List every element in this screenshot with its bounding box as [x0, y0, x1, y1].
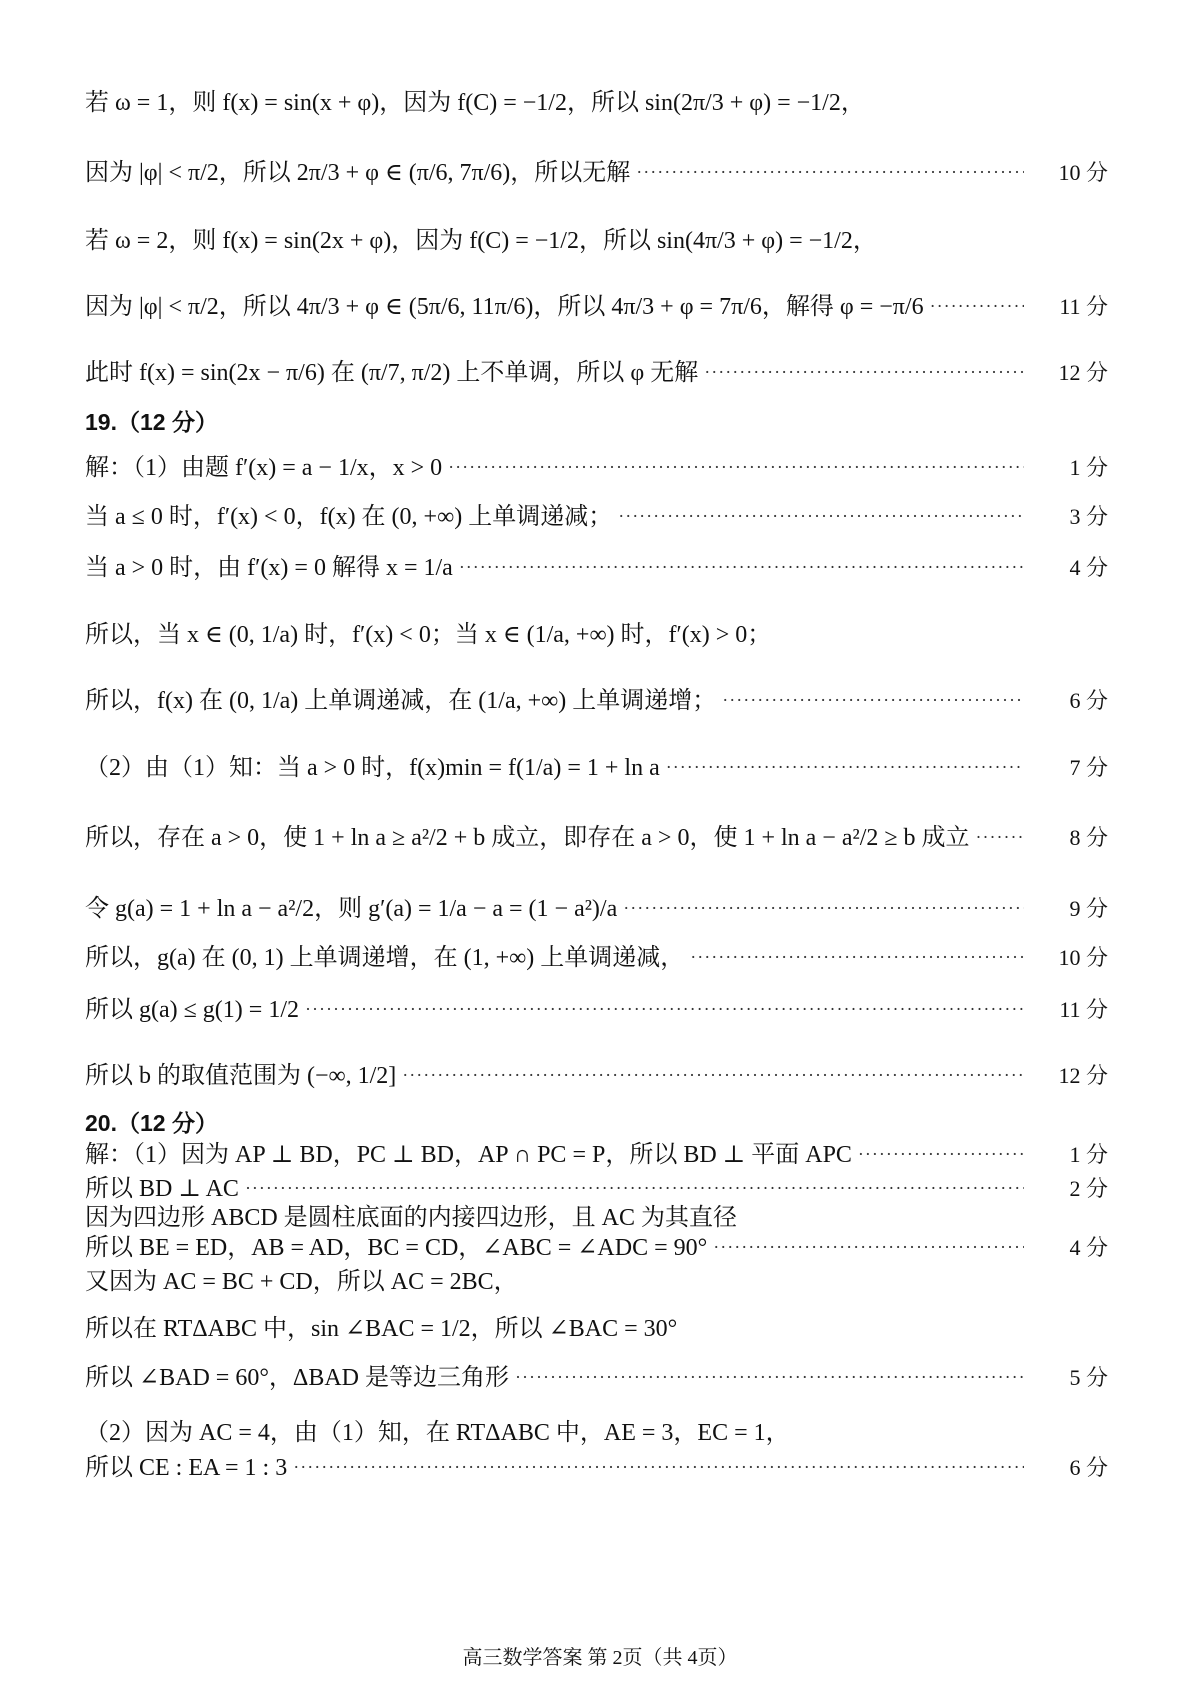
text-line: 所以 BD ⊥ AC ····· 2 分 — [85, 1176, 1030, 1202]
dot-leader — [713, 1238, 1024, 1258]
text-line: 所以，f(x) 在 (0, 1/a) 上单调递减，在 (1/a, +∞) 上单调递增； ····· 6 分 — [85, 688, 1030, 714]
text-line: 所以在 RTΔABC 中，sin ∠BAC = 1/2，所以 ∠BAC = 30° — [85, 1316, 678, 1342]
score-label: 8 分 — [1069, 825, 1108, 851]
text-line: （2）因为 AC = 4，由（1）知，在 RTΔABC 中，AE = 3，EC = 1， — [85, 1420, 790, 1446]
score-label: 4 分 — [1069, 1235, 1108, 1261]
text-line: 当 a > 0 时，由 f′(x) = 0 解得 x = 1/a ····· 4 分 — [85, 555, 1030, 581]
dot-leader — [448, 458, 1024, 478]
text-line: 所以 BE = ED，AB = AD，BC = CD，∠ABC = ∠ADC = 90° ····· 4 分 — [85, 1235, 1030, 1261]
text-line: 所以 ∠BAD = 60°，ΔBAD 是等边三角形 ····· 5 分 — [85, 1365, 1030, 1391]
text-line: 因为 |φ| < π/2，所以 4π/3 + φ ∈ (5π/6, 11π/6)，所以 4π/3 + φ = 7π/6，解得 φ = −π/6 ····· 11 分 — [85, 294, 1030, 320]
score-label: 11 分 — [1059, 997, 1108, 1023]
score-label: 10 分 — [1058, 160, 1108, 186]
dot-leader — [293, 1458, 1024, 1478]
dot-leader — [930, 297, 1024, 317]
section-heading: 20.（12 分） — [85, 1110, 218, 1136]
score-label: 1 分 — [1069, 455, 1108, 481]
score-label: 12 分 — [1058, 1063, 1108, 1089]
score-label: 10 分 — [1058, 945, 1108, 971]
text-line: 所以 b 的取值范围为 (−∞, 1/2] ····· 12 分 — [85, 1063, 1030, 1089]
score-label: 9 分 — [1069, 896, 1108, 922]
page-footer: 高三数学答案 第 2页（共 4页） — [462, 1647, 738, 1669]
dot-leader — [459, 558, 1024, 578]
dot-leader — [515, 1368, 1024, 1388]
score-label: 5 分 — [1069, 1365, 1108, 1391]
text-line: 所以 g(a) ≤ g(1) = 1/2 ····· 11 分 — [85, 997, 1030, 1023]
text-line: 因为 |φ| < π/2，所以 2π/3 + φ ∈ (π/6, 7π/6)，所以无解 ····· 10 分 — [85, 160, 1030, 186]
text-line: （2）由（1）知：当 a > 0 时，f(x)min = f(1/a) = 1 + ln a ····· 7 分 — [85, 755, 1030, 781]
score-label: 6 分 — [1069, 688, 1108, 714]
dot-leader — [245, 1179, 1024, 1199]
score-label: 4 分 — [1069, 555, 1108, 581]
dot-leader — [305, 1000, 1024, 1020]
text-line: 此时 f(x) = sin(2x − π/6) 在 (π/7, π/2) 上不单调，所以 φ 无解 ····· 12 分 — [85, 360, 1030, 386]
dot-leader — [976, 828, 1024, 848]
dot-leader — [858, 1145, 1024, 1165]
score-label: 12 分 — [1058, 360, 1108, 386]
text-line: 令 g(a) = 1 + ln a − a²/2，则 g′(a) = 1/a − a = (1 − a²)/a ····· 9 分 — [85, 896, 1030, 922]
text-line: 当 a ≤ 0 时，f′(x) < 0，f(x) 在 (0, +∞) 上单调递减； ····· 3 分 — [85, 504, 1030, 530]
text-line: 所以，当 x ∈ (0, 1/a) 时，f′(x) < 0；当 x ∈ (1/a, +∞) 时，f′(x) > 0； — [85, 622, 772, 648]
text-line: 若 ω = 1，则 f(x) = sin(x + φ)，因为 f(C) = −1/2，所以 sin(2π/3 + φ) = −1/2， — [85, 90, 865, 116]
score-label: 2 分 — [1069, 1176, 1108, 1202]
text-line: 所以，g(a) 在 (0, 1) 上单调递增，在 (1, +∞) 上单调递减， ····· 10 分 — [85, 945, 1030, 971]
text-line: 所以 CE : EA = 1 : 3 ····· 6 分 — [85, 1455, 1030, 1481]
text-line: 所以，存在 a > 0，使 1 + ln a ≥ a²/2 + b 成立，即存在 a > 0，使 1 + ln a − a²/2 ≥ b 成立 ····· 8 分 — [85, 825, 1030, 851]
dot-leader — [666, 758, 1024, 778]
dot-leader — [704, 363, 1024, 383]
text-line: 解：（1）由题 f′(x) = a − 1/x，x > 0 ····· 1 分 — [85, 455, 1030, 481]
dot-leader — [690, 948, 1024, 968]
score-label: 6 分 — [1069, 1455, 1108, 1481]
section-heading: 19.（12 分） — [85, 409, 218, 435]
text-line: 又因为 AC = BC + CD，所以 AC = 2BC， — [85, 1269, 518, 1295]
dot-leader — [402, 1066, 1024, 1086]
score-label: 7 分 — [1069, 755, 1108, 781]
text-line: 解：（1）因为 AP ⊥ BD，PC ⊥ BD，AP ∩ PC = P，所以 BD ⊥ 平面 APC ····· 1 分 — [85, 1142, 1030, 1168]
score-label: 1 分 — [1069, 1142, 1108, 1168]
dot-leader — [618, 507, 1024, 527]
dot-leader — [636, 163, 1024, 183]
score-label: 11 分 — [1059, 294, 1108, 320]
text-line: 若 ω = 2，则 f(x) = sin(2x + φ)，因为 f(C) = −1/2，所以 sin(4π/3 + φ) = −1/2， — [85, 228, 877, 254]
score-label: 3 分 — [1069, 504, 1108, 530]
dot-leader — [623, 899, 1024, 919]
dot-leader — [722, 691, 1024, 711]
text-line: 因为四边形 ABCD 是圆柱底面的内接四边形，且 AC 为其直径 — [85, 1205, 738, 1231]
